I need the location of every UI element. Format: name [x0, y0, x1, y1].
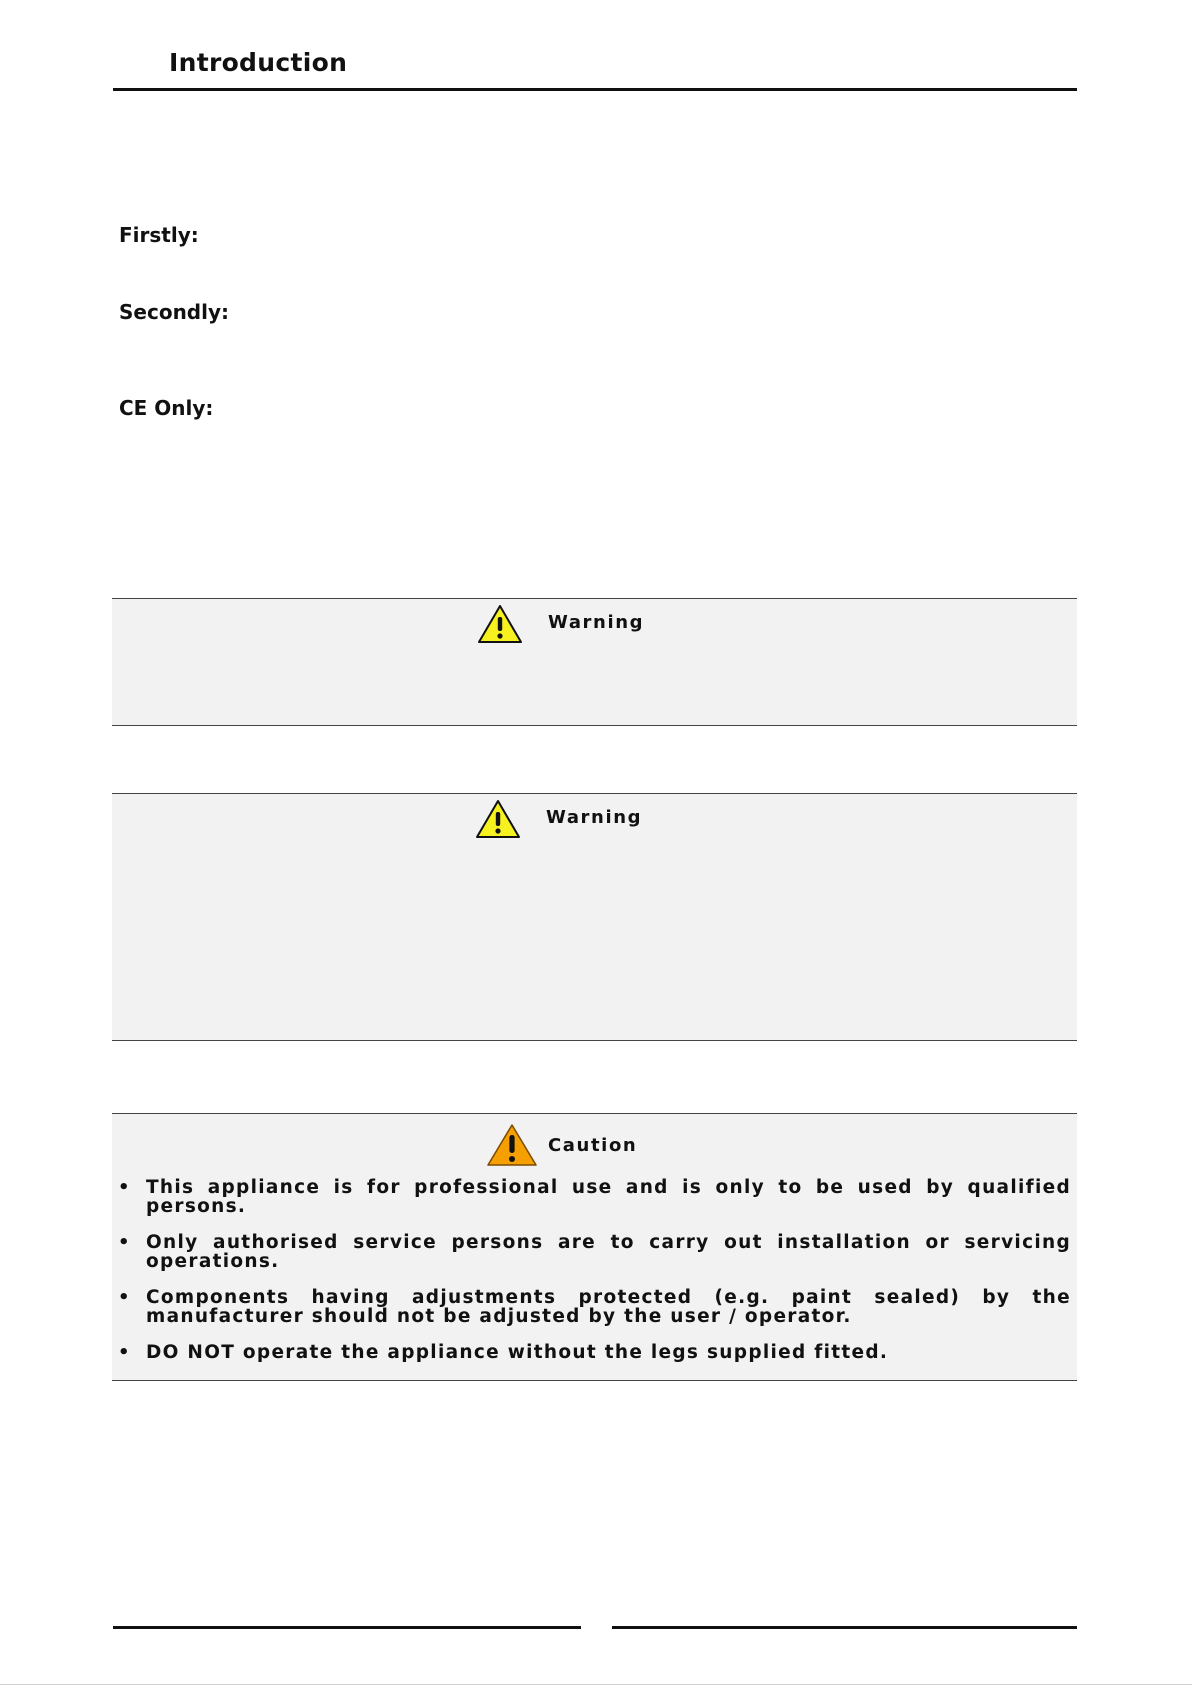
- caution-title: Caution: [548, 1135, 638, 1156]
- footer-rule-left: [113, 1626, 581, 1629]
- caution-triangle-icon: [486, 1123, 538, 1167]
- warning-title: Warning: [546, 807, 643, 828]
- section-label-secondly: Secondly:: [119, 300, 230, 324]
- warning-box-2-header: [112, 794, 1077, 840]
- section-label-ce-only: CE Only:: [119, 396, 214, 420]
- warning-box-1-header: [112, 599, 1077, 645]
- warning-title: Warning: [548, 612, 645, 633]
- caution-item: • DO NOT operate the appliance without the legs supplied fitted.: [112, 1343, 1077, 1362]
- caution-item: • This appliance is for professional use and is only to be used by qualified persons.: [112, 1178, 1077, 1216]
- caution-list: [112, 1178, 1077, 1379]
- footer-rule-right: [612, 1626, 1077, 1629]
- section-label-firstly: Firstly:: [119, 223, 199, 247]
- warning-box-1: [112, 598, 1077, 726]
- caution-box-header: [112, 1114, 1077, 1160]
- warning-triangle-icon: [477, 604, 523, 644]
- warning-box-2: [112, 793, 1077, 1041]
- caution-item: • Components having adjustments protected (e.g. paint sealed) by the manufacturer should not be adjusted by the user / operator.: [112, 1288, 1077, 1326]
- page-title: Introduction: [169, 48, 348, 77]
- warning-triangle-icon: [475, 799, 521, 839]
- caution-box: [112, 1113, 1077, 1381]
- header-rule: [113, 88, 1077, 91]
- caution-item: • Only authorised service persons are to carry out installation or servicing operations.: [112, 1233, 1077, 1271]
